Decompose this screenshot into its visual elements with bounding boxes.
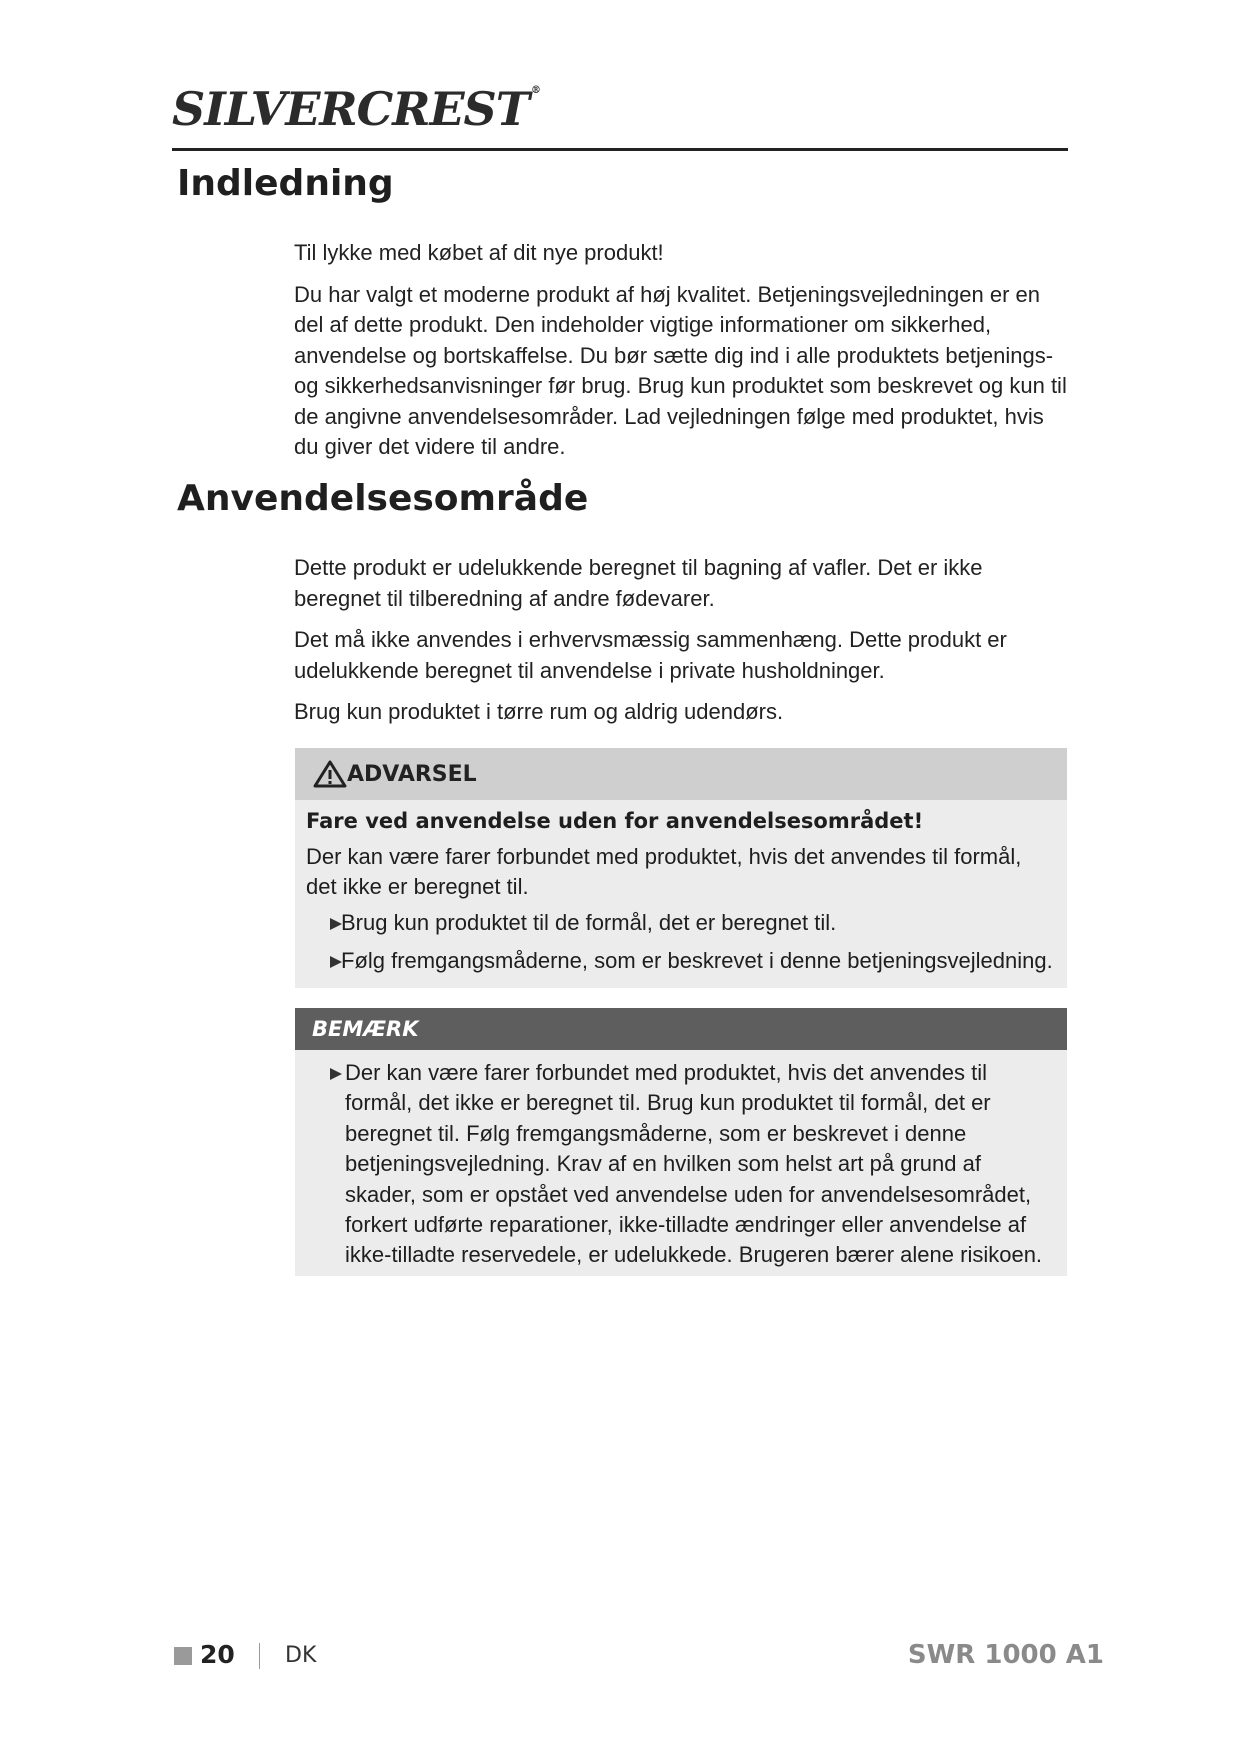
footer-square-icon <box>174 1647 192 1665</box>
warning-label: ADVARSEL <box>347 761 477 787</box>
paragraph: Du har valgt et moderne produkt af høj kvalitet. Betjeningsvejledningen er en del af dette produkt. Den indeholder vigtige informationer om sikkerhed, anvendelse og bortskaffelse. Du bør sætte dig ind i alle produktets betjenings- og sikkerhedsanvisninger før brug. Brug kun produktet som beskrevet og kun til de angivne anvendelsesområder. Lad vejledningen følge med produktet, hvis du giver det videre til andre. <box>294 281 1067 459</box>
warning-triangle-icon <box>313 760 347 788</box>
note-label: BEMÆRK <box>312 1017 419 1041</box>
bullet-arrow-icon <box>330 918 342 930</box>
warning-bullet: Brug kun produktet til de formål, det er beregnet til. <box>306 908 1057 938</box>
intended-use-text <box>294 553 1069 739</box>
bullet-arrow-icon <box>330 956 342 968</box>
warning-text: Der kan være farer forbundet med produktet, hvis det anvendes til formål, det ikke er beregnet til. <box>306 844 1022 899</box>
bullet-arrow-icon <box>330 1068 342 1080</box>
note-box <box>295 1008 1067 1276</box>
page-number: 20 <box>200 1640 235 1669</box>
introduction-text <box>294 238 1069 474</box>
note-text: Der kan være farer forbundet med produktet, hvis det anvendes til formål, det ikke er beregnet til. Brug kun produktet til formål, det er beregnet til. Følg fremgangsmåderne, som er beskrevet i denne betjeningsvejledning. Krav af en hvilken som helst art på grund af skader, som er opstået ved anvendelse uden for anvendelsesområdet, forkert udførte reparationer, ikke-tilladte ændringer eller anvendelse af ikke-tilladte reservedele, er udelukkede. Brugeren bærer alene risikoen. <box>345 1060 1043 1268</box>
header-rule <box>172 148 1068 151</box>
warning-subtitle: Fare ved anvendelse uden for anvendelsesområdet! <box>306 809 924 833</box>
warning-box <box>295 748 1067 988</box>
footer-divider <box>259 1643 260 1669</box>
model-number: SWR 1000 A1 <box>907 1640 1104 1670</box>
section-title-introduction: Indledning <box>177 163 394 204</box>
brand-logo <box>172 82 540 136</box>
paragraph: Brug kun produktet i tørre rum og aldrig udendørs. <box>294 699 784 724</box>
brand-name: SILVERCREST <box>172 82 529 136</box>
paragraph: Dette produkt er udelukkende beregnet til bagning af vafler. Det er ikke beregnet til tilberedning af andre fødevarer. <box>294 555 983 611</box>
registered-mark: ® <box>530 85 540 96</box>
page-footer <box>174 1640 1104 1672</box>
note-header <box>295 1008 1067 1050</box>
paragraph: Til lykke med købet af dit nye produkt! <box>294 240 664 265</box>
section-title-intended-use: Anvendelsesområde <box>177 478 589 519</box>
warning-header <box>295 748 1067 800</box>
language-code: DK <box>285 1643 317 1668</box>
warning-bullet: Følg fremgangsmåderne, som er beskrevet i denne betjeningsvejledning. <box>306 946 1057 976</box>
paragraph: Det må ikke anvendes i erhvervsmæssig sammenhæng. Dette produkt er udelukkende beregnet til anvendelse i private husholdninger. <box>294 627 1007 683</box>
